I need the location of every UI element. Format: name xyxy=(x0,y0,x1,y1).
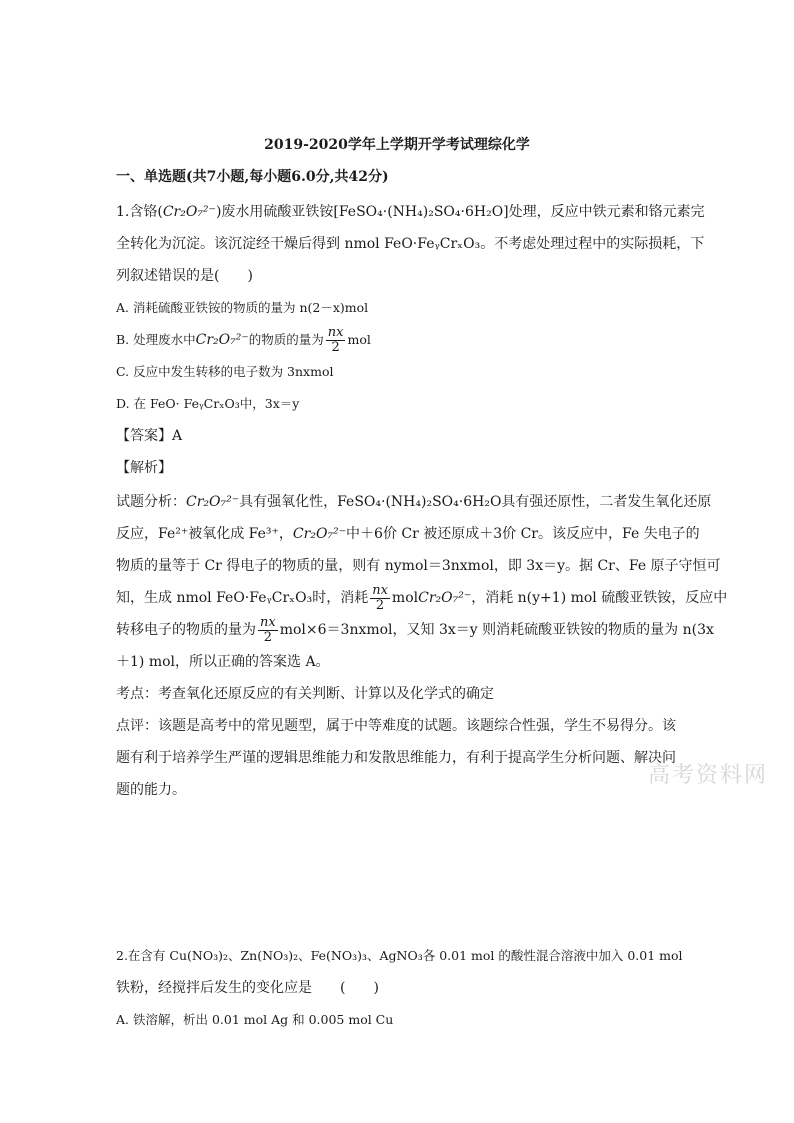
dichromate-formula: Cr₂O₇²⁻ xyxy=(292,526,347,542)
q1-stem-line1: 1.含铬(Cr₂O₇²⁻)废水用硫酸亚铁铵[FeSO₄·(NH₄)₂SO₄·6H₂O]处理，反应中铁元素和铬元素完 xyxy=(116,204,705,220)
fraction-nx-over-2: $\frac{nx}{2}$ xyxy=(327,325,344,355)
analysis-line4: 知，生成 nmol FeO·FeᵧCrₓO₃时，消耗 $\frac{nx}{2}$ molCr₂O₇²⁻，消耗 n(y+1) mol 硫酸亚铁铵，反应中 xyxy=(116,582,728,613)
dichromate-formula: Cr₂O₇²⁻ xyxy=(418,590,472,606)
answer-label: 【答案】A xyxy=(116,428,183,444)
dichromate-formula: Cr₂O₇²⁻ xyxy=(195,332,249,348)
fraction-nx-over-2: $\frac{nx}{2}$ xyxy=(260,614,276,645)
dianping-line2: 题有利于培养学生严谨的逻辑思维能力和发散思维能力，有利于提高学生分析问题、解决问 xyxy=(116,750,676,766)
analysis-line1: 试题分析：Cr₂O₇²⁻具有强氧化性，FeSO₄·(NH₄)₂SO₄·6H₂O具有强还原性，二者发生氧化还原 xyxy=(116,494,712,510)
dichromate-formula: Cr₂O₇²⁻ xyxy=(162,204,216,220)
watermark: 高考资料网 xyxy=(648,763,769,788)
q1-stem-line3: 列叙述错误的是( ) xyxy=(116,268,253,284)
analysis-label: 【解析】 xyxy=(116,460,172,476)
q2-stem-line1: 2.在含有 Cu(NO₃)₂、Zn(NO₃)₂、Fe(NO₃)₃、AgNO₃各 0.01 mol 的酸性混合溶液中加入 0.01 mol xyxy=(116,948,683,963)
q1-option-d: D. 在 FeO· FeᵧCrₓO₃中，3x＝y xyxy=(116,396,300,411)
dianping-line3: 题的能力。 xyxy=(116,782,186,798)
section-heading: 一、单选题(共7小题,每小题6.0分,共42分) xyxy=(116,169,389,185)
analysis-line3: 物质的量等于 Cr 得电子的物质的量，则有 nymol＝3nxmol，即 3x＝y。据 Cr、Fe 原子守恒可 xyxy=(116,558,721,574)
analysis-line5: 转移电子的物质的量为 $\frac{nx}{2}$ mol×6＝3nxmol，又知 3x＝y 则消耗硫酸亚铁铵的物质的量为 n(3x xyxy=(116,614,714,645)
q1-option-a: A. 消耗硫酸亚铁铵的物质的量为 n(2－x)mol xyxy=(116,300,369,315)
q2-stem-line2: 铁粉，经搅拌后发生的变化应是 ( ) xyxy=(116,980,379,996)
q2-option-a: A. 铁溶解，析出 0.01 mol Ag 和 0.005 mol Cu xyxy=(116,1012,394,1027)
fraction-nx-over-2: $\frac{nx}{2}$ xyxy=(372,582,388,613)
dichromate-formula: Cr₂O₇²⁻ xyxy=(186,494,240,510)
q1-option-c: C. 反应中发生转移的电子数为 3nxmol xyxy=(116,364,334,379)
q1-option-b: B. 处理废水中Cr₂O₇²⁻的物质的量为 $\frac{nx}{2}$ mol xyxy=(116,325,371,355)
q1-stem-line2: 全转化为沉淀。该沉淀经干燥后得到 nmol FeO·FeᵧCrₓO₃。不考虑处理过程中的实际损耗，下 xyxy=(116,236,705,252)
q1-number: 1. xyxy=(116,204,130,220)
question-2 xyxy=(116,940,682,1036)
page-title: 2019-2020学年上学期开学考试理综化学 xyxy=(264,137,530,153)
analysis-line6: ＋1) mol，所以正确的答案选 A。 xyxy=(116,654,330,670)
dianping-line1: 点评：该题是高考中的常见题型，属于中等难度的试题。该题综合性强，学生不易得分。该 xyxy=(116,718,676,734)
kaodian-line: 考点：考查氧化还原反应的有关判断、计算以及化学式的确定 xyxy=(116,686,494,702)
analysis-line2: 反应，Fe²⁺被氧化成 Fe³⁺，Cr₂O₇²⁻中＋6价 Cr 被还原成＋3价 Cr。该反应中，Fe 失电子的 xyxy=(116,526,700,542)
